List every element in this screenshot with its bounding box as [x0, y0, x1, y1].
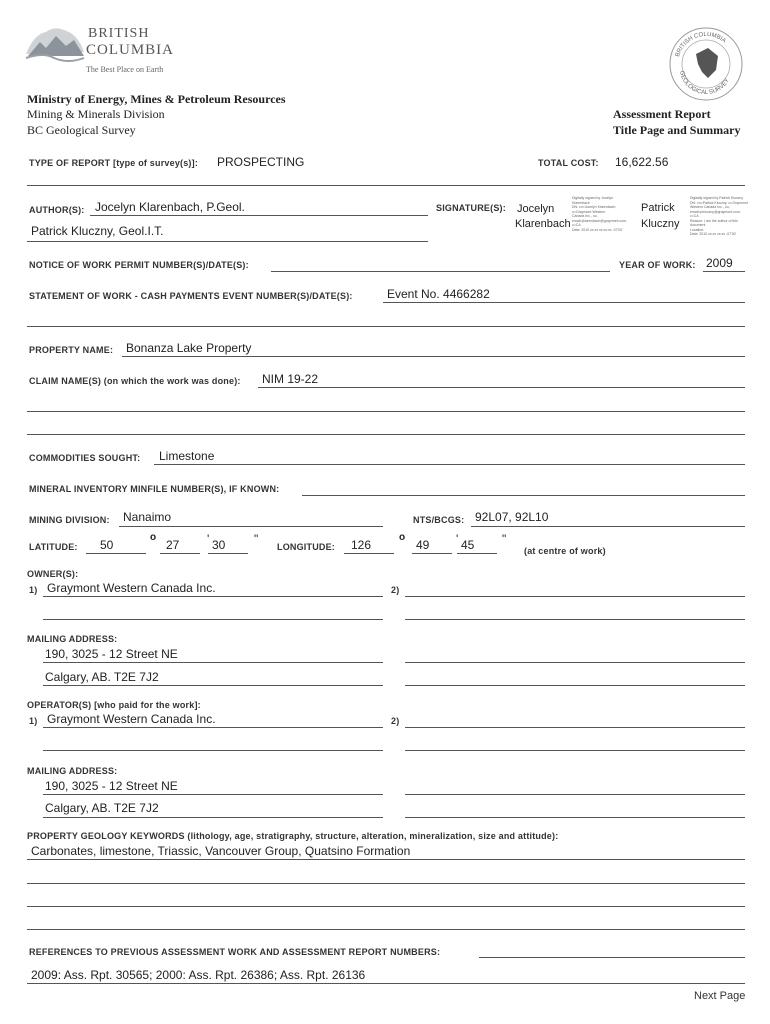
operator-address-line-2[interactable]: Calgary, AB. T2E 7J2	[45, 801, 159, 815]
commodities-line	[154, 464, 745, 465]
signature-2-line-1: Patrick	[641, 202, 675, 214]
author-2-value[interactable]: Patrick Kluczny, Geol.I.T.	[31, 224, 164, 238]
author-2-line	[27, 241, 428, 242]
year-line	[703, 271, 745, 272]
owner-1-line	[43, 596, 383, 597]
claim-names-label: CLAIM NAME(S) (on which the work was done):	[29, 376, 241, 386]
type-of-report-value[interactable]: PROSPECTING	[217, 155, 305, 169]
property-line	[122, 356, 745, 357]
longitude-minutes-line	[412, 553, 452, 554]
minute-symbol: '	[207, 532, 210, 546]
mining-division-label: MINING DIVISION:	[29, 515, 110, 525]
latitude-minutes-line	[160, 553, 200, 554]
nts-line	[471, 526, 745, 527]
seal-text-top: BRITISH COLUMBIA	[675, 31, 727, 58]
longitude-label: LONGITUDE:	[277, 542, 335, 552]
mining-division-value[interactable]: Nanaimo	[123, 510, 172, 524]
report-subtitle: Title Page and Summary	[613, 123, 741, 137]
operator-2-line	[405, 727, 745, 728]
claim-names-value[interactable]: NIM 19-22	[262, 372, 319, 386]
geology-line-3	[27, 906, 745, 907]
property-name-value[interactable]: Bonanza Lake Property	[126, 341, 252, 355]
longitude-degrees-line	[344, 553, 394, 554]
minfile-line	[302, 495, 745, 496]
operator-2-number: 2)	[391, 716, 400, 726]
references-value[interactable]: 2009: Ass. Rpt. 30565; 2000: Ass. Rpt. 26386; Ass. Rpt. 26136	[31, 968, 366, 982]
mining-division-line	[119, 526, 383, 527]
owner-2-line	[405, 596, 745, 597]
claim-line-3	[27, 434, 745, 435]
owner-2-address-rule-1	[405, 662, 745, 663]
latitude-seconds-line	[208, 553, 248, 554]
geology-keywords-value[interactable]: Carbonates, limestone, Triassic, Vancouver Group, Quatsino Formation	[31, 844, 411, 858]
longitude-degrees[interactable]: 126	[351, 538, 372, 552]
claim-line-2	[27, 411, 745, 412]
nts-label: NTS/BCGS:	[413, 515, 465, 525]
owner-address-line-1[interactable]: 190, 3025 - 12 Street NE	[45, 647, 178, 661]
latitude-label: LATITUDE:	[29, 542, 78, 552]
section-divider	[27, 185, 745, 186]
year-of-work-value[interactable]: 2009	[706, 256, 733, 270]
claim-line	[258, 387, 745, 388]
permit-line	[271, 271, 610, 272]
commodities-value[interactable]: Limestone	[159, 449, 215, 463]
logo-tagline: The Best Place on Earth	[86, 65, 164, 74]
statement-of-work-value[interactable]: Event No. 4466282	[387, 287, 490, 301]
longitude-seconds-line	[457, 553, 497, 554]
signature-1-note: Digitally signed by Jocelyn Klarenbach DN: cn=Jocelyn Klarenbach, o=Graymont Western Canada Inc., ou, email=jklarenbach@graymont.com, c=CA Date: 2010.xx.xx xx:xx:xx -07'00'	[572, 196, 628, 232]
minfile-label: MINERAL INVENTORY MINFILE NUMBER(S), IF KNOWN:	[29, 484, 280, 494]
commodities-label: COMMODITIES SOUGHT:	[29, 453, 141, 463]
author-1-line	[90, 215, 428, 216]
owner-1-number: 1)	[29, 585, 38, 595]
signature-1-line-2: Klarenbach	[515, 218, 571, 230]
report-title: Assessment Report	[613, 107, 711, 121]
operator-1-value[interactable]: Graymont Western Canada Inc.	[47, 712, 216, 726]
owner-address-line-2[interactable]: Calgary, AB. T2E 7J2	[45, 670, 159, 684]
owner-2-number: 2)	[391, 585, 400, 595]
operator-address-line-2-rule	[43, 817, 383, 818]
owner-mailing-address-label: MAILING ADDRESS:	[27, 634, 118, 644]
signature-2-line-2: Kluczny	[641, 218, 680, 230]
next-page-link[interactable]: Next Page	[694, 990, 746, 1002]
operator-address-line-1-rule	[43, 794, 383, 795]
ministry-name: Ministry of Energy, Mines & Petroleum Resources	[27, 92, 286, 106]
longitude-seconds[interactable]: 45	[461, 538, 475, 552]
operator-1-number: 1)	[29, 716, 38, 726]
longitude-minutes[interactable]: 49	[416, 538, 430, 552]
latitude-seconds[interactable]: 30	[212, 538, 226, 552]
operator-1-line-2	[43, 750, 383, 751]
division-name: Mining & Minerals Division	[27, 107, 165, 121]
statement-line	[383, 302, 745, 303]
geology-line-4	[27, 929, 745, 930]
signature-1-line-1: Jocelyn	[517, 203, 555, 215]
authors-label: AUTHOR(S):	[29, 205, 85, 215]
bc-map-icon	[696, 48, 718, 78]
latitude-minutes[interactable]: 27	[166, 538, 180, 552]
geology-keywords-label: PROPERTY GEOLOGY KEYWORDS (lithology, age, stratigraphy, structure, alteration, mineralization, size and attitude):	[27, 831, 559, 841]
longitude-second-symbol: "	[502, 532, 507, 546]
operator-2-address-rule-1	[405, 794, 745, 795]
references-line-1	[479, 957, 745, 958]
owners-label: OWNER(S):	[27, 569, 79, 579]
owner-1-line-2	[43, 619, 383, 620]
operators-label: OPERATOR(S) [who paid for the work]:	[27, 700, 201, 710]
signatures-label: SIGNATURE(S):	[436, 203, 506, 213]
longitude-degree-symbol: o	[399, 532, 406, 543]
statement-line-2	[27, 326, 745, 327]
bc-logo	[24, 24, 184, 80]
nts-value[interactable]: 92L07, 92L10	[475, 510, 549, 524]
operator-2-line-2	[405, 750, 745, 751]
logo-line-1: BRITISH	[88, 26, 150, 41]
owner-2-line-2	[405, 619, 745, 620]
survey-name: BC Geological Survey	[27, 123, 136, 137]
owner-address-line-1-rule	[43, 662, 383, 663]
operator-2-address-rule-2	[405, 817, 745, 818]
type-of-report-label: TYPE OF REPORT [type of survey(s)]:	[29, 158, 199, 168]
total-cost-value[interactable]: 16,622.56	[615, 155, 669, 169]
seal-text-bottom: GEOLOGICAL SURVEY	[678, 70, 731, 97]
degree-symbol: o	[150, 532, 157, 543]
longitude-minute-symbol: '	[456, 532, 459, 546]
statement-of-work-label: STATEMENT OF WORK - CASH PAYMENTS EVENT NUMBER(S)/DATE(S):	[29, 291, 353, 301]
operator-1-line	[43, 727, 383, 728]
geology-line-2	[27, 883, 745, 884]
latitude-degrees-line	[86, 553, 146, 554]
centre-of-work-note: (at centre of work)	[524, 546, 606, 556]
references-label: REFERENCES TO PREVIOUS ASSESSMENT WORK AND ASSESSMENT REPORT NUMBERS:	[29, 947, 441, 957]
owner-address-line-2-rule	[43, 685, 383, 686]
geological-survey-seal	[668, 26, 744, 102]
logo-line-2: COLUMBIA	[86, 42, 175, 58]
references-line-2	[27, 983, 745, 984]
mountain-sun-icon	[24, 24, 86, 64]
operator-mailing-address-label: MAILING ADDRESS:	[27, 766, 118, 776]
geology-line-1	[27, 859, 745, 860]
latitude-degrees[interactable]: 50	[100, 538, 114, 552]
owner-2-address-rule-2	[405, 685, 745, 686]
owner-1-value[interactable]: Graymont Western Canada Inc.	[47, 581, 216, 595]
total-cost-label: TOTAL COST:	[538, 158, 599, 168]
year-of-work-label: YEAR OF WORK:	[619, 260, 696, 270]
second-symbol: "	[254, 532, 259, 546]
author-1-value[interactable]: Jocelyn Klarenbach, P.Geol.	[95, 200, 245, 214]
signature-2-note: Digitally signed by Patrick Kluczny DN: cn=Patrick Kluczny, o=Graymont Western Canada Inc., ou, email=pkluczny@graymont.com, c=CA Reason: I am the author of this document Location: Date: 2010.xx.xx xx:xx -07'00'	[690, 196, 748, 236]
property-name-label: PROPERTY NAME:	[29, 345, 114, 355]
permit-label: NOTICE OF WORK PERMIT NUMBER(S)/DATE(S):	[29, 260, 249, 270]
operator-address-line-1[interactable]: 190, 3025 - 12 Street NE	[45, 779, 178, 793]
